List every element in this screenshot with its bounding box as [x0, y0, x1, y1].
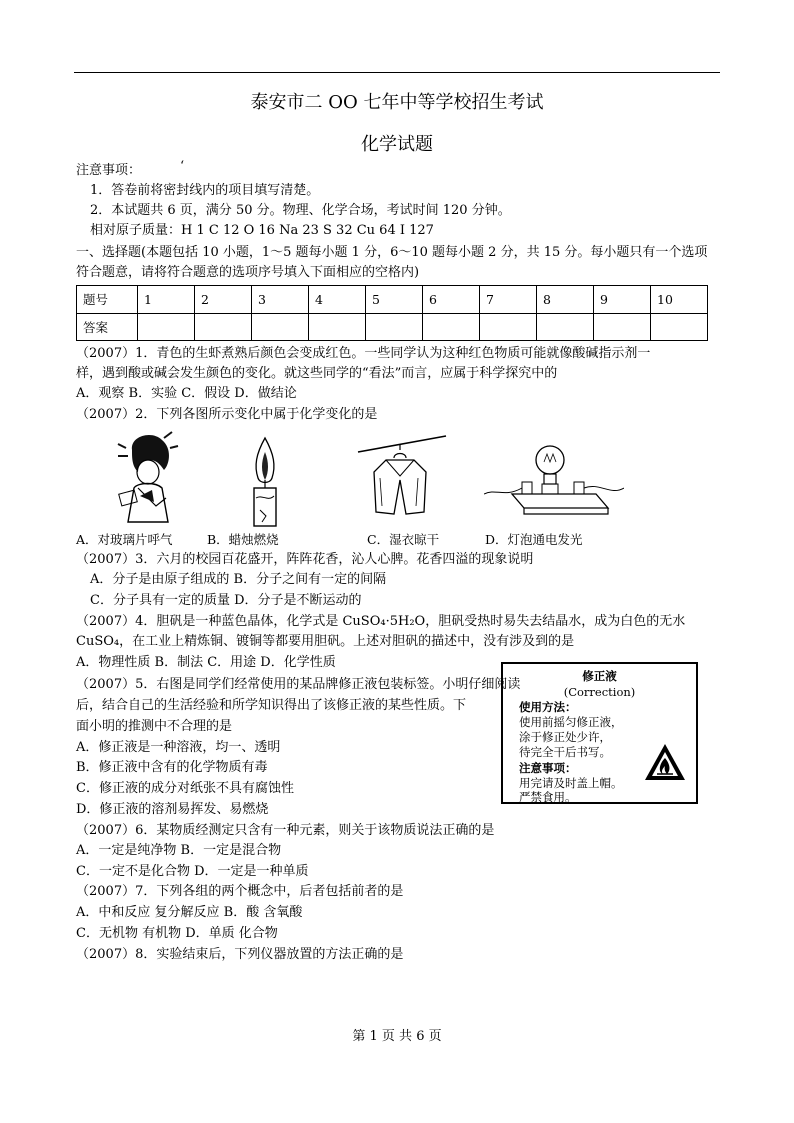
label-usage-1: 使用前摇匀修正液， [519, 715, 623, 729]
q2-option-d: D．灯泡通电发光 [485, 532, 583, 547]
label-note-2: 严禁食用。 [519, 790, 577, 804]
table-cell-number: 10 [651, 286, 708, 314]
section-heading-line1: 一、选择题(本题包括 10 小题，1～5 题每小题 1 分，6～10 题每小题 2 分，共 15 分。每小题只有一个选项 [76, 245, 708, 260]
answer-cell[interactable] [138, 313, 195, 341]
notes-heading: 注意事项： [76, 163, 142, 178]
label-subtitle: (Correction) [563, 685, 636, 699]
q5-option-c: C．修正液的成分对纸张不具有腐蚀性 [76, 781, 294, 796]
table-label-number: 题号 [77, 286, 138, 314]
page-footer: 第 1 页 共 6 页 [352, 1029, 442, 1044]
label-usage-3: 待完全干后书写。 [519, 745, 611, 759]
answer-cell[interactable] [480, 313, 537, 341]
q5-line3: 面小明的推测中不合理的是 [76, 719, 233, 734]
answer-cell[interactable] [651, 313, 708, 341]
answer-table-answer-row [77, 313, 708, 341]
page-subtitle: 化学试题 [361, 134, 433, 155]
q6-options-row1: A．一定是纯净物 B．一定是混合物 [76, 843, 282, 858]
answer-cell[interactable] [594, 313, 651, 341]
table-cell-number: 3 [252, 286, 309, 314]
q4-line1: （2007）4．胆矾是一种蓝色晶体，化学式是 CuSO₄·5H₂O，胆矾受热时易失去结晶水，成为白色的无水 [76, 614, 686, 629]
q5-option-d: D．修正液的溶剂易挥发、易燃烧 [76, 802, 269, 817]
q7-stem: （2007）7．下列各组的两个概念中，后者包括前者的是 [76, 884, 404, 899]
answer-table [76, 285, 708, 341]
q4-line2: CuSO₄，在工业上精炼铜、镀铜等都要用胆矾。上述对胆矾的描述中，没有涉及到的是 [76, 634, 575, 649]
table-label-answer: 答案 [77, 313, 138, 341]
q8-stem: （2007）8．实验结束后，下列仪器放置的方法正确的是 [76, 947, 404, 962]
answer-cell[interactable] [537, 313, 594, 341]
label-notes-heading: 注意事项： [519, 761, 577, 775]
table-cell-number: 8 [537, 286, 594, 314]
burning-candle-icon [246, 434, 284, 530]
q5-option-b: B．修正液中含有的化学物质有毒 [76, 760, 268, 775]
correction-fluid-label [501, 662, 698, 804]
atomic-masses: 相对原子质量：H 1 C 12 O 16 Na 23 S 32 Cu 64 I 127 [90, 223, 434, 238]
q1-line1: （2007）1．青色的生虾煮熟后颜色会变成红色。一些同学认为这种红色物质可能就像酸碱指示剂一 [76, 346, 651, 361]
table-cell-number: 9 [594, 286, 651, 314]
q1-line2: 样，遇到酸或碱会发生颜色的变化。就这些同学的“看法”而言，应属于科学探究中的 [76, 366, 558, 381]
label-usage-2: 涂于修正处少许， [519, 730, 611, 744]
q2-stem: （2007）2．下列各图所示变化中属于化学变化的是 [76, 407, 378, 422]
q2-option-c: C．湿衣晾干 [367, 532, 440, 547]
note-item-2: 2．本试题共 6 页，满分 50 分。物理、化学合场，考试时间 120 分钟。 [90, 203, 511, 218]
q6-stem: （2007）6．某物质经测定只含有一种元素，则关于该物质说法正确的是 [76, 823, 495, 838]
q2-option-b: B．蜡烛燃烧 [207, 532, 279, 547]
answer-cell[interactable] [366, 313, 423, 341]
q1-options: A．观察 B．实验 C．假设 D．做结论 [76, 386, 297, 401]
lightbulb-circuit-icon [484, 438, 624, 520]
q7-options-row2: C．无机物 有机物 D．单质 化合物 [76, 926, 278, 941]
label-title: 修正液 [582, 669, 617, 683]
note-item-1: 1．答卷前将密封线内的项目填写清楚。 [90, 183, 320, 198]
q5-line1: （2007）5．右图是同学们经常使用的某品牌修正液包装标签。小明仔细阅读 [76, 677, 521, 692]
answer-cell[interactable] [252, 313, 309, 341]
table-cell-number: 1 [138, 286, 195, 314]
girl-breathing-icon [112, 430, 188, 528]
stray-mark: ‘ [180, 159, 185, 174]
top-rule [74, 72, 720, 73]
q7-options-row1: A．中和反应 复分解反应 B．酸 含氧酸 [76, 905, 303, 920]
drying-clothes-icon [356, 432, 448, 524]
label-usage-heading: 使用方法： [519, 700, 577, 714]
section-heading-line2: 符合题意，请将符合题意的选项序号填入下面相应的空格内) [76, 265, 420, 280]
q3-options-row2: C．分子具有一定的质量 D．分子是不断运动的 [90, 593, 362, 608]
answer-cell[interactable] [423, 313, 480, 341]
q4-options: A．物理性质 B．制法 C．用途 D．化学性质 [76, 655, 336, 670]
q3-stem: （2007）3．六月的校园百花盛开，阵阵花香，沁人心脾。花香四溢的现象说明 [76, 552, 534, 567]
answer-table-number-row [77, 286, 708, 314]
answer-cell[interactable] [309, 313, 366, 341]
q5-option-a: A．修正液是一种溶液，均一、透明 [76, 740, 281, 755]
page-title: 泰安市二 OO 七年中等学校招生考试 [250, 92, 544, 113]
q5-line2: 后，结合自己的生活经验和所学知识得出了该修正液的某些性质。下 [76, 698, 467, 713]
q6-options-row2: C．一定不是化合物 D．一定是一种单质 [76, 864, 309, 879]
q2-option-a: A．对玻璃片呼气 [76, 532, 173, 547]
table-cell-number: 5 [366, 286, 423, 314]
table-cell-number: 2 [195, 286, 252, 314]
flammable-warning-icon [643, 742, 687, 782]
answer-cell[interactable] [195, 313, 252, 341]
table-cell-number: 4 [309, 286, 366, 314]
q3-options-row1: A．分子是由原子组成的 B．分子之间有一定的间隔 [90, 572, 387, 587]
table-cell-number: 6 [423, 286, 480, 314]
table-cell-number: 7 [480, 286, 537, 314]
label-note-1: 用完请及时盖上帽。 [519, 776, 623, 790]
